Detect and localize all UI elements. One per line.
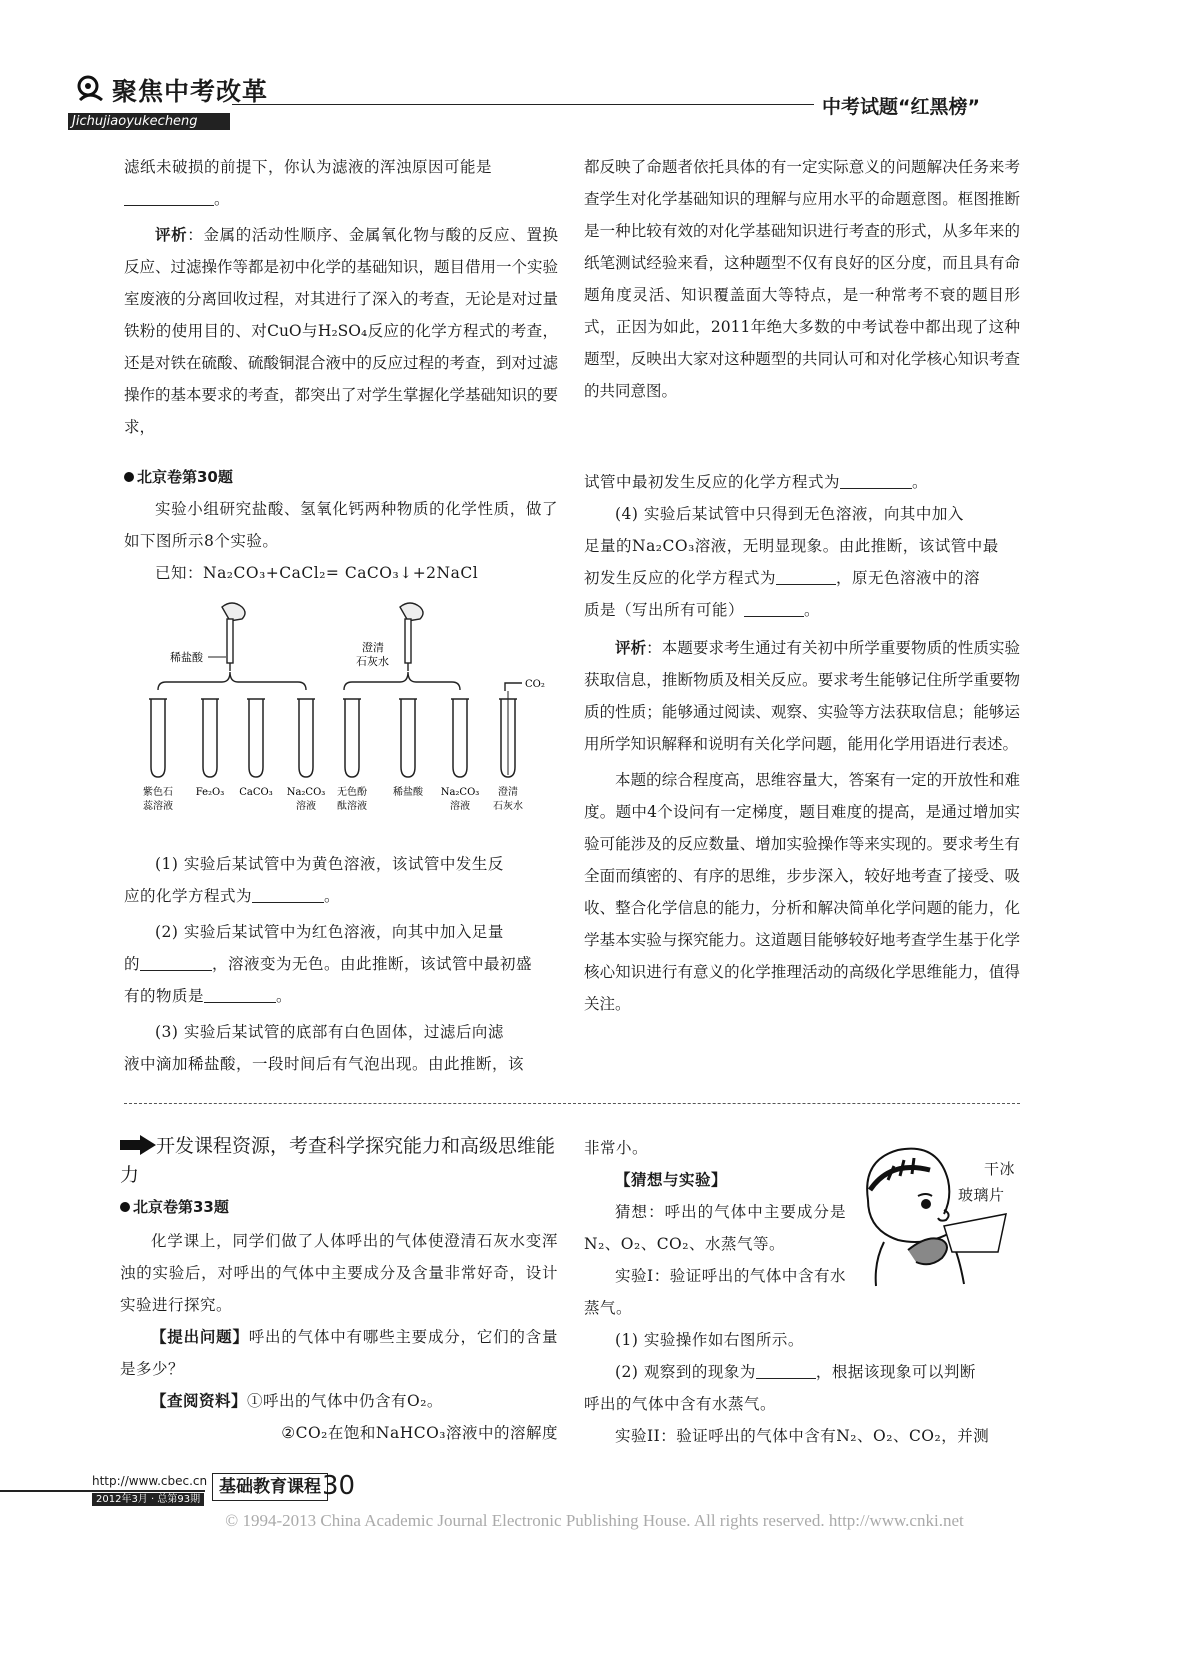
test-tube-icon: [249, 699, 263, 777]
top-left-analysis: 评析：金属的活动性顺序、金属氧化物与酸的反应、置换反应、过滤操作等都是初中化学的基础知识，题目借用一个实验室废液的分离回收过程，对其进行了深入的考查，无论是对过量铁粉的使用目的、对CuO与H₂SO₄反应的化学方程式的考查，还是对铁在硫酸、硫酸铜混合液中的反应过程的考查，到对过滤操作的基本要求的考查，都突出了对学生掌握化学基础知识的要求，: [124, 225, 559, 436]
arrow-right-icon: [120, 1135, 156, 1155]
q30-analysis-1: 评析：本题要求考生通过有关初中所学重要物质的性质实验获取信息，推断物质及相关反应。要求考生能够记住所学重要物质的性质；能够通过阅读、观察、实验等方法获取信息；能够运用所学知识解释和说明有关化学问题，能用化学用语进行表述。: [584, 638, 1020, 753]
fig-label-glass: 玻璃片: [958, 1186, 1005, 1204]
q3-line-a: (3) 实验后某试管的底部有白色固体，过滤后向滤: [155, 1023, 504, 1041]
footer-rule: [0, 1490, 205, 1492]
test-tube-label: 无色酚: [337, 787, 367, 798]
reagent-right-label-2: 石灰水: [356, 655, 389, 668]
test-tube-label: 稀盐酸: [393, 787, 423, 798]
top-right-text: 都反映了命题者依托具体的有一定实际意义的问题解决任务来考查学生对化学基础知识的理解与应用水平的命题意图。框图推断是一种比较有效的对化学基础知识进行考查的形式，从多年来的纸笔测试经验来看，这种题型不仅有良好的区分度，而且具有命题角度灵活、知识覆盖面大等特点，是一种常考不衰的题目形式，正因为如此，2011年绝大多数的中考试卷中都出现了这种题型，反映出大家对这种题型的共同认可和对化学核心知识考查的共同意图。: [584, 158, 1020, 400]
test-tube-label: 紫色石: [143, 787, 173, 798]
test-tube-label: 澄清: [498, 787, 518, 798]
q30-questions-left: [124, 848, 558, 1080]
header-pinyin: Jichujiaoyukecheng: [68, 113, 230, 130]
q33-ref1: 【查阅资料】①呼出的气体中仍含有O₂。: [151, 1391, 443, 1410]
q4-line-a: (4) 实验后某试管中只得到无色溶液，向其中加入: [615, 505, 964, 523]
q30-figure: [130, 595, 560, 835]
dropper-icon: [222, 603, 245, 671]
section2-title: 开发课程资源，考查科学探究能力和高级思维能力: [120, 1135, 556, 1186]
header-logo-icon: [76, 74, 106, 104]
q33-exp1: 实验I：验证呼出的气体中含有水蒸气。: [584, 1267, 846, 1317]
q33-heading: 北京卷第33题: [120, 1196, 558, 1217]
q30-known: 已知：Na₂CO₃+CaCl₂= CaCO₃↓+2NaCl: [155, 564, 479, 582]
q30-left: [124, 466, 558, 589]
test-tube-icon: [345, 699, 359, 777]
test-tube-label: 蕊溶液: [143, 801, 173, 812]
section2-left: [120, 1132, 558, 1449]
q30-analysis-2: 本题的综合程度高，思维容量大，答案有一定的开放性和难度。题中4个设问有一定梯度，题目难度的提高，是通过增加实验可能涉及的反应数量、增加实验操作等来实现的。要求考生有全面而缜密的、有序的思维，步步深入，较好地考查了接受、吸收、整合化学信息的能力，分析和解决简单化学问题的能力，化学基本实验与探究能力。这道题目能够较好地考查学生基于化学核心知识进行有意义的化学推理活动的高级化学思维能力，值得关注。: [584, 771, 1020, 1013]
reagent-right-label-1: 澄清: [362, 641, 384, 654]
test-tube-icon: [151, 699, 165, 777]
q33-step2b: 呼出的气体中含有水蒸气。: [584, 1395, 777, 1413]
bullet-dot-icon: [120, 1202, 130, 1212]
top-left-column: [124, 151, 558, 443]
q2-line-a: (2) 实验后某试管中为红色溶液，向其中加入足量: [155, 923, 504, 941]
test-tube-icon: [453, 699, 467, 777]
test-tube-label: 石灰水: [493, 801, 523, 812]
top-left-line1: 滤纸未破损的前提下，你认为滤液的浑浊原因可能是: [124, 158, 493, 176]
test-tube-label: CaCO₃: [239, 787, 273, 798]
q33-ask: 【提出问题】呼出的气体中有哪些主要成分，它们的含量是多少？: [120, 1327, 558, 1378]
q33-guess-label: 【猜想与实验】: [615, 1170, 728, 1189]
q33-guess: 猜想：呼出的气体中主要成分是N₂、O₂、CO₂、水蒸气等。: [584, 1203, 846, 1253]
q33-step2: (2) 观察到的现象为 ，根据该现象可以判断: [615, 1363, 976, 1381]
test-tube-icon: [401, 699, 415, 777]
q33-ref2: ②CO₂在饱和NaHCO₃溶液中的溶解度: [281, 1424, 558, 1442]
q33-step1: (1) 实验操作如右图所示。: [615, 1331, 804, 1349]
dropper-icon: [400, 603, 423, 671]
co2-label: CO₂: [525, 679, 545, 690]
q3-line-c: 试管中最初发生反应的化学方程式为 。: [584, 473, 929, 491]
q4-line-b: 足量的Na₂CO₃溶液，无明显现象。由此推断，该试管中最: [584, 537, 999, 555]
q1-line-b: 应的化学方程式为 。: [124, 887, 341, 905]
test-tube-label: 溶液: [450, 801, 470, 812]
bullet-dot-icon: [124, 472, 134, 482]
q30-intro: 实验小组研究盐酸、氢氧化钙两种物质的化学性质，做了如下图所示8个实验。: [124, 500, 558, 550]
q2-line-b: 的 ，溶液变为无色。由此推断，该试管中最初盛: [124, 955, 533, 973]
top-left-line2: 。: [124, 183, 558, 215]
footer-date: 2012年3月 · 总第93期: [92, 1493, 204, 1506]
test-tube-label: Fe₂O₃: [195, 787, 225, 798]
reagent-left-label: 稀盐酸: [170, 651, 203, 664]
q4-line-d: 质是（写出所有可能） 。: [584, 601, 821, 619]
test-tube-label: 酞溶液: [337, 801, 367, 812]
test-tube-icon: [299, 699, 313, 777]
header-title: 聚焦中考改革: [112, 77, 269, 106]
q33-intro: 化学课上，同学们做了人体呼出的气体使澄清石灰水变浑浊的实验后，对呼出的气体中主要成分及含量非常好奇，设计实验进行探究。: [120, 1232, 558, 1314]
q3-line-b: 液中滴加稀盐酸，一段时间后有气泡出现。由此推断，该: [124, 1055, 525, 1073]
q1-line-a: (1) 实验后某试管中为黄色溶液，该试管中发生反: [155, 855, 504, 873]
q33-exp2: 实验II：验证呼出的气体中含有N₂、O₂、CO₂，并测: [615, 1427, 990, 1445]
q2-line-c: 有的物质是 。: [124, 987, 293, 1005]
footer-copyright: © 1994-2013 China Academic Journal Electronic Publishing House. All rights reserved. http://www.cnki.net: [225, 1511, 964, 1530]
q33-small: 非常小。: [584, 1139, 649, 1157]
fig-label-dry-ice: 干冰: [984, 1160, 1016, 1178]
section-divider: [124, 1103, 1020, 1104]
q30-heading: 北京卷第30题: [124, 466, 558, 487]
footer-page-number: 30: [322, 1471, 356, 1501]
footer-journal: 基础教育课程: [212, 1473, 328, 1501]
q4-line-c: 初发生反应的化学方程式为 ，原无色溶液中的溶: [584, 569, 981, 587]
test-tube-label: Na₂CO₃: [440, 787, 480, 798]
top-right-column: [584, 151, 1020, 407]
footer-url[interactable]: http://www.cbec.cn: [92, 1474, 208, 1488]
header-right-title: 中考试题“红黑榜”: [822, 96, 980, 118]
test-tube-icon: [203, 699, 217, 777]
header-rule: [232, 104, 814, 105]
test-tube-label: Na₂CO₃: [286, 787, 326, 798]
test-tube-label: 溶液: [296, 801, 316, 812]
q30-right: [584, 466, 1020, 1020]
